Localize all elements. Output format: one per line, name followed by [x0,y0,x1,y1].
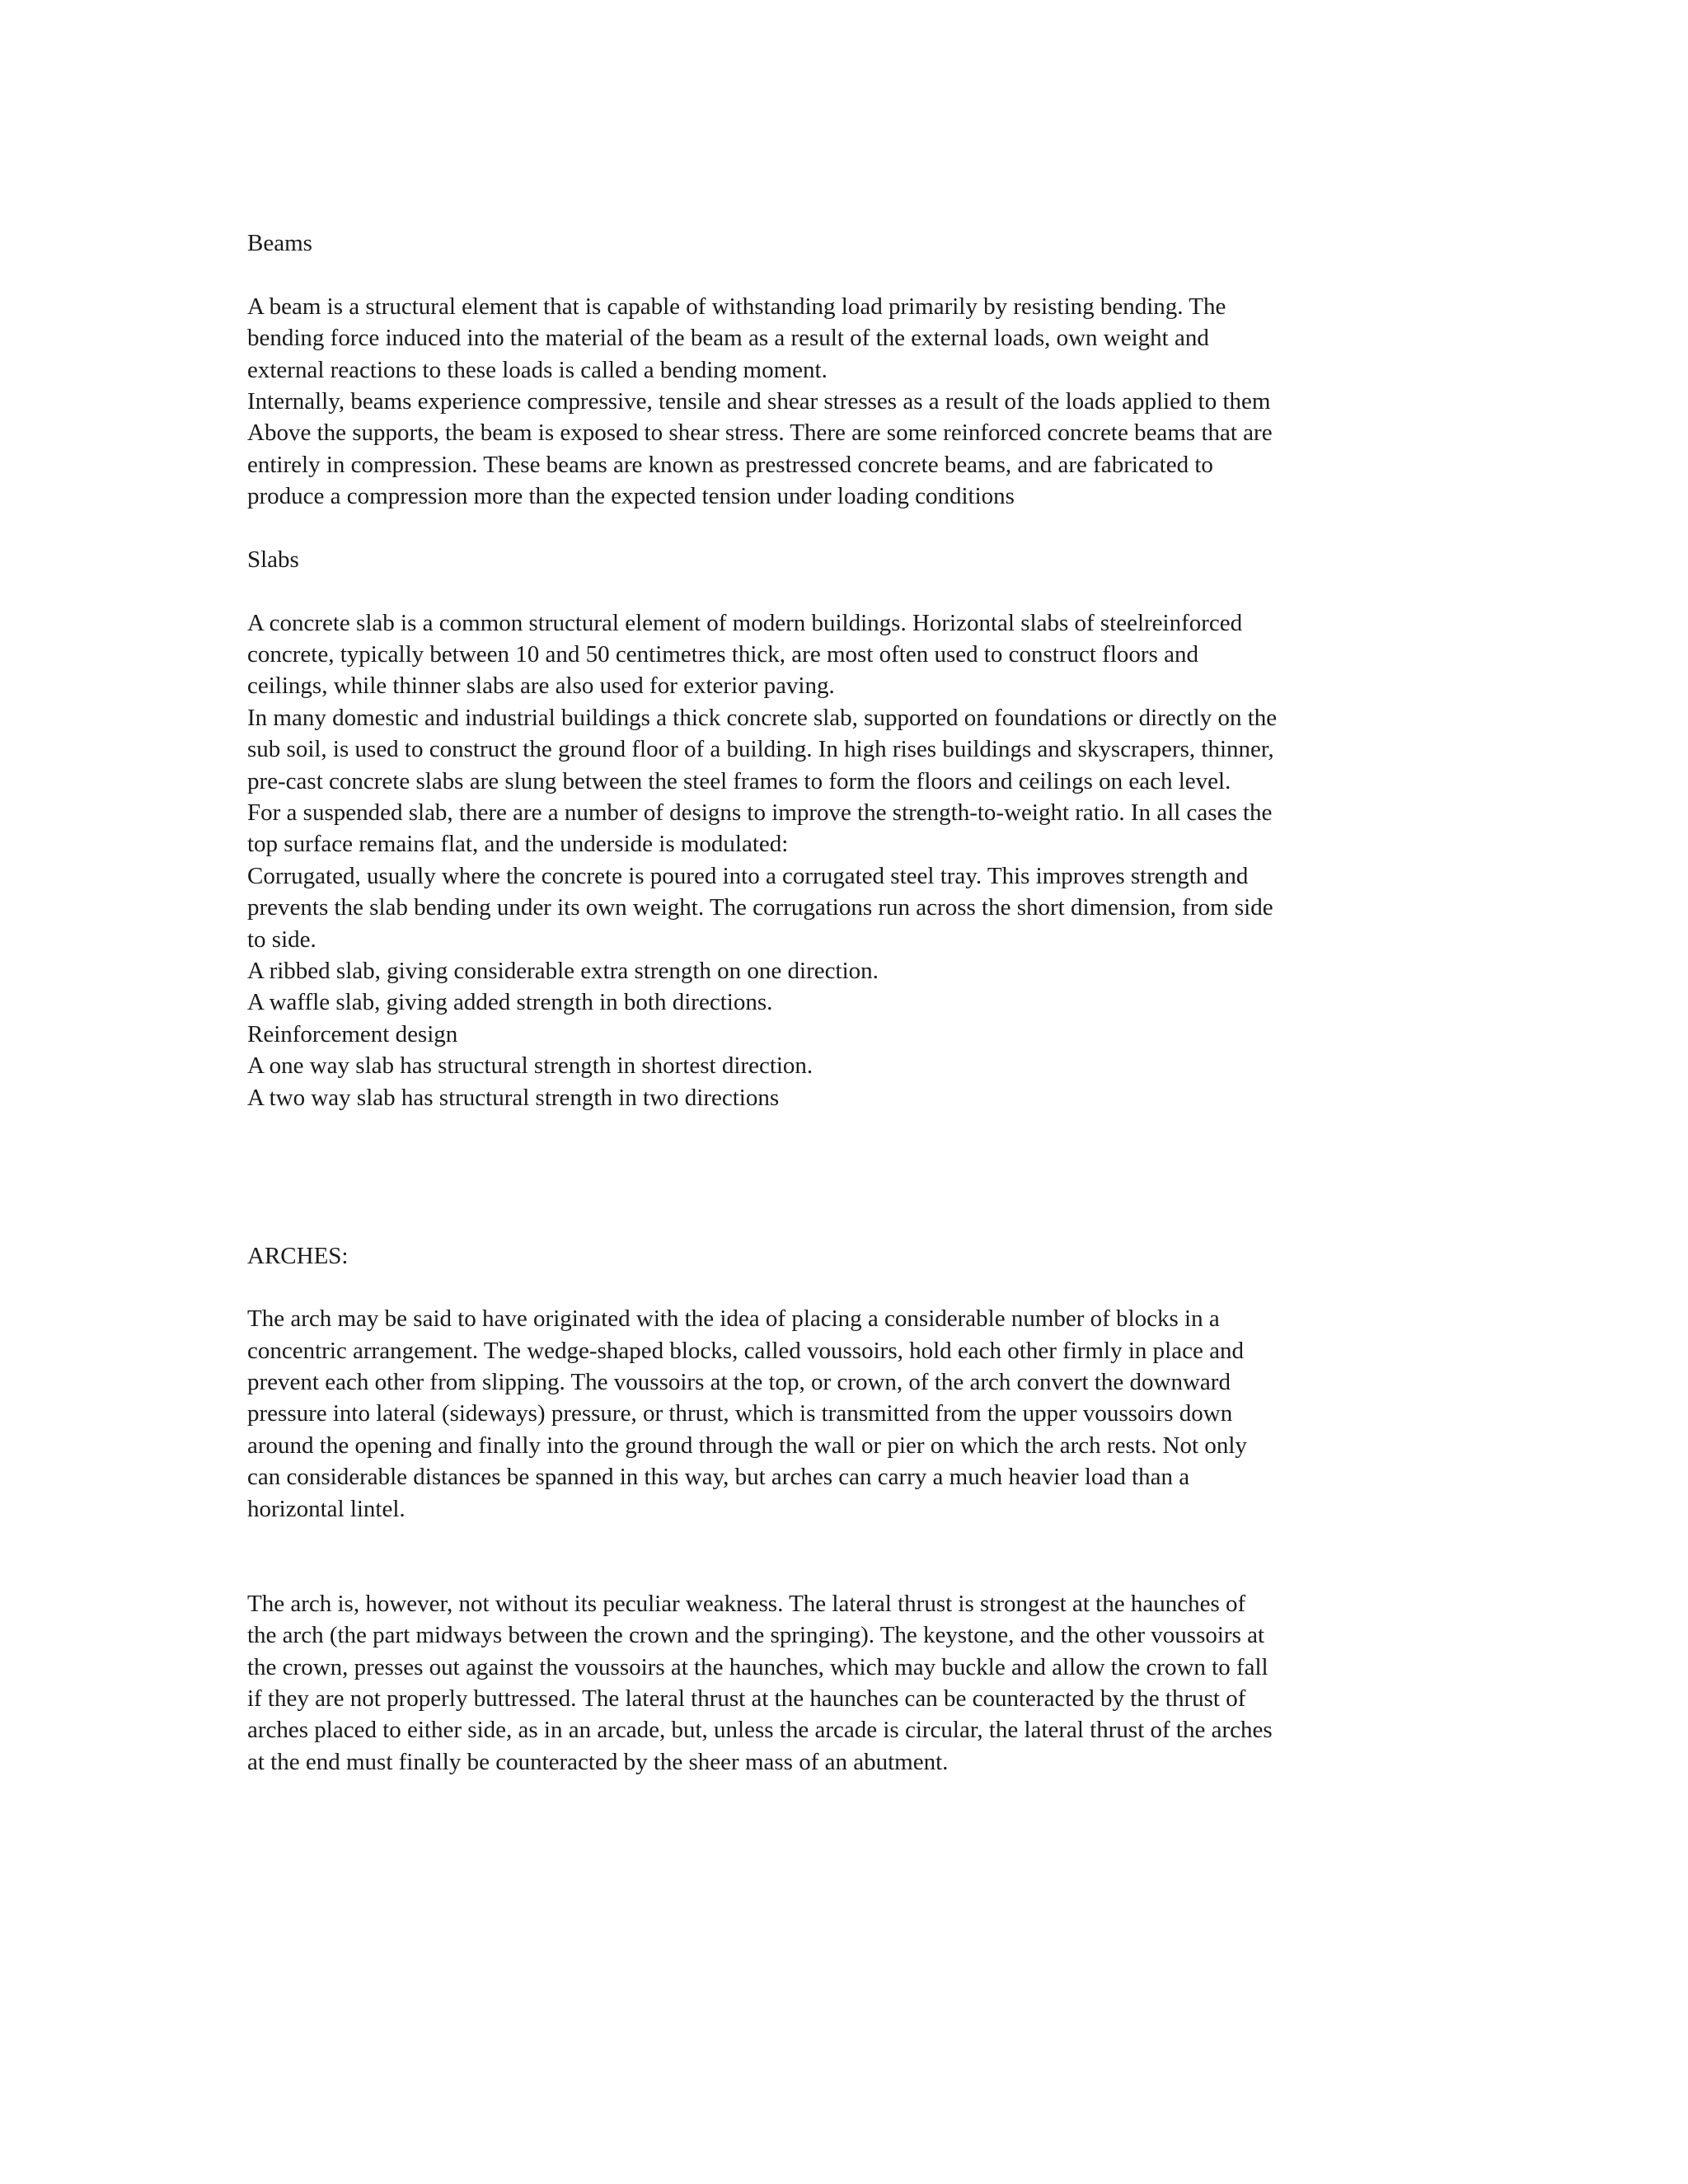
text-line: Above the supports, the beam is exposed to shear stress. There are some reinforced concrete beams that are [247,419,1273,447]
text-line: produce a compression more than the expected tension under loading conditions [247,483,1015,510]
text-line: if they are not properly buttressed. The lateral thrust at the haunches can be counteracted by the thrust of [247,1685,1246,1712]
text-line: pressure into lateral (sideways) pressure, or thrust, which is transmitted from the upper voussoirs down [247,1400,1233,1427]
text-line: The arch may be said to have originated with the idea of placing a considerable number of blocks in a [247,1305,1220,1333]
text-line: A waffle slab, giving added strength in both directions. [247,989,773,1016]
text-line: around the opening and finally into the ground through the wall or pier on which the arch rests. Not only [247,1432,1247,1459]
text-line: arches placed to either side, as in an arcade, but, unless the arcade is circular, the lateral thrust of the arches [247,1717,1273,1744]
text-line: can considerable distances be spanned in this way, but arches can carry a much heavier load than a [247,1464,1190,1491]
text-line: to side. [247,926,316,953]
document-body [247,227,1451,1778]
text-line: For a suspended slab, there are a number of designs to improve the strength-to-weight ratio. In all cases the [247,799,1273,827]
slabs-paragraph [247,607,1451,1113]
text-line: In many domestic and industrial buildings a thick concrete slab, supported on foundations or directly on the [247,704,1278,731]
spacer [247,1177,1451,1208]
spacer [247,1525,1451,1556]
text-line: A one way slab has structural strength in shortest direction. [247,1052,814,1080]
text-line: at the end must finally be counteracted by the sheer mass of an abutment. [247,1748,949,1775]
text-line: The arch is, however, not without its peculiar weakness. The lateral thrust is strongest at the haunches of [247,1590,1246,1617]
text-line: concrete, typically between 10 and 50 centimetres thick, are most often used to construct floors and [247,641,1198,668]
text-line: A beam is a structural element that is capable of withstanding load primarily by resisting bending. The [247,293,1226,320]
text-line: A concrete slab is a common structural element of modern buildings. Horizontal slabs of steelreinforced [247,609,1243,636]
slabs-heading: Slabs [247,546,299,573]
spacer [247,1113,1451,1145]
text-line: prevent each other from slipping. The voussoirs at the top, or crown, of the arch convert the downward [247,1369,1231,1396]
text-line: entirely in compression. These beams are known as prestressed concrete beams, and are fabricated to [247,451,1213,478]
text-line: sub soil, is used to construct the ground floor of a building. In high rises buildings and skyscrapers, thinner, [247,736,1274,763]
beams-paragraph [247,291,1451,513]
beams-heading: Beams [247,230,312,256]
text-line: bending force induced into the material of the beam as a result of the external loads, own weight and [247,325,1209,352]
text-line: the crown, presses out against the voussoirs at the haunches, which may buckle and allow the crown to fall [247,1653,1268,1680]
spacer [247,1208,1451,1240]
text-line: A ribbed slab, giving considerable extra strength on one direction. [247,957,879,984]
text-line: prevents the slab bending under its own weight. The corrugations run across the short dimension, from side [247,894,1273,921]
text-line: pre-cast concrete slabs are slung between the steel frames to form the floors and ceilings on each level. [247,767,1231,794]
spacer [247,259,1451,290]
text-line: Internally, beams experience compressive, tensile and shear stresses as a result of the loads applied to them [247,387,1271,415]
text-line: the arch (the part midways between the crown and the springing). The keystone, and the other voussoirs at [247,1622,1265,1649]
text-line: concentric arrangement. The wedge-shaped blocks, called voussoirs, hold each other firmly in place and [247,1337,1244,1364]
spacer [247,1145,1451,1176]
spacer [247,1272,1451,1303]
text-line: Reinforcement design [247,1020,458,1047]
text-line: Corrugated, usually where the concrete is poured into a corrugated steel tray. This improves strength and [247,862,1249,889]
spacer [247,1556,1451,1587]
arches-paragraph-2 [247,1588,1451,1778]
text-line: A two way slab has structural strength in two directions [247,1084,780,1111]
arches-paragraph-1 [247,1303,1451,1525]
spacer [247,513,1451,544]
arches-heading: ARCHES: [247,1242,349,1269]
spacer [247,575,1451,607]
text-line: horizontal lintel. [247,1495,406,1522]
text-line: ceilings, while thinner slabs are also used for exterior paving. [247,673,835,700]
text-line: external reactions to these loads is called a bending moment. [247,356,828,383]
text-line: top surface remains flat, and the underside is modulated: [247,831,789,858]
